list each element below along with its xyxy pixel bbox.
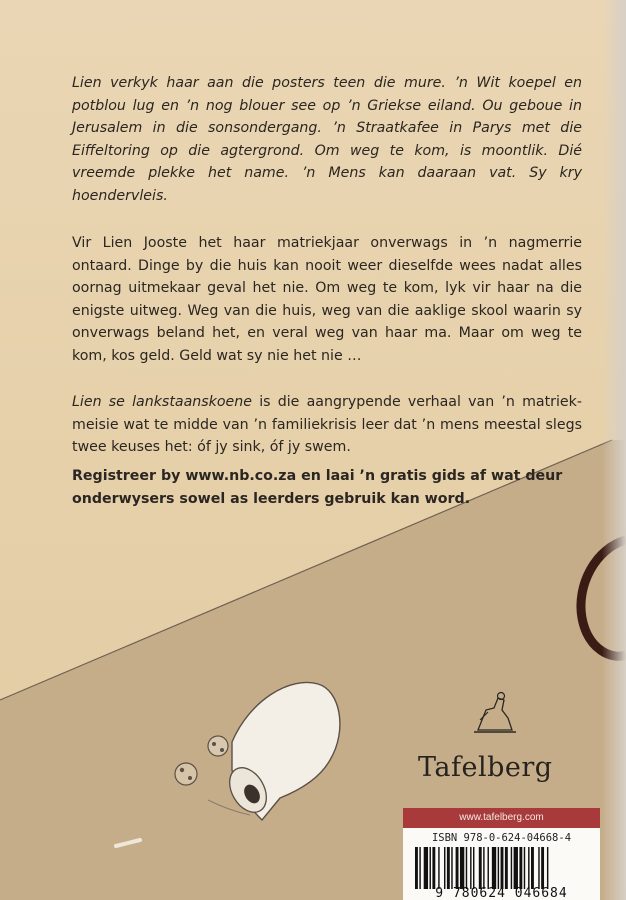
isbn-label: ISBN 978-0-624-04668-4 [431,832,572,844]
registration-note: Registreer by www.nb.co.za en laai ’n gratis gids af wat deur onderwysers sowel as leerders gebruik kan word. [72,468,563,507]
barcode-bar [519,847,522,889]
barcode-bar [488,847,489,889]
blurb-paragraph-3 [72,391,582,459]
barcode-bar [541,847,544,889]
barcode-bar [514,847,518,889]
barcode-panel [403,828,600,900]
barcode-bar [424,847,428,889]
barcode-bar [432,847,435,889]
barcode-bar [456,847,459,889]
publisher-url: www.tafelberg.com [403,808,600,828]
barcode-bar [460,847,464,889]
barcode-bar [538,847,539,889]
barcode-bar [505,847,508,889]
barcode-bar [528,847,529,889]
barcode-bar [501,847,504,889]
barcode-bar [547,847,548,889]
cover-edge-shadow [602,0,626,900]
barcode-bar [479,847,482,889]
barcode-bar [415,847,418,889]
barcode-bar [498,847,499,889]
barcode-bar [531,847,534,889]
barcode-bar [438,847,439,889]
barcode-bar [444,847,445,889]
barcode-bar [430,847,431,889]
barcode-bar [419,847,420,889]
blurb-paragraph-2: Vir Lien Jooste het haar matriekjaar onverwags in ’n nagmerrie ontaard. Dinge by die huis kan nooit weer dieselfde wees nadat alles oornag uitmekaar geval het nie. Om weg te kom, lyk vir haar na die enigste uitweg. Weg van die huis, weg van die aaklige skool waarin sy onverwags beland het, en veral weg van haar ma. Maar om weg te kom, kos geld. Geld wat sy nie het nie … [72,235,582,364]
barcode-bar [473,847,474,889]
barcode-bar [483,847,484,889]
blurb-paragraph-1: Lien verkyk haar aan die posters teen die mure. ’n Wit koepel en potblou lug en ’n nog blouer see op ’n Griekse eiland. Ou geboue in Jerusalem in die sonsondergang. ’n Straatkafee in Parys met die Eiffeltoring op die agtergrond. Om weg te kom, is moontlik. Dié vreemde plekke het name. ’n Mens kan daaraan vat. Sy kry hoendervleis. [72,75,582,204]
barcode-digits: 9 780624 046684 [435,886,568,900]
barcode-bars [415,847,589,889]
barcode-bar [466,847,467,889]
barcode-bar [470,847,471,889]
blurb-paragraph-3-text: is die aangrypende verhaal van ’n matriek-meisie wat te midde van ’n familiekrisis leer dat ’n mens meestal slegs twee keuses het: óf jy sink, óf jy swem. [72,394,582,455]
book-title: Lien se lankstaanskoene [72,394,252,410]
barcode-bar [524,847,525,889]
barcode-bar [492,847,496,889]
barcode-bar [511,847,512,889]
publisher-name: Tafelberg [418,752,553,783]
barcode-bar [451,847,452,889]
barcode-bar [447,847,450,889]
